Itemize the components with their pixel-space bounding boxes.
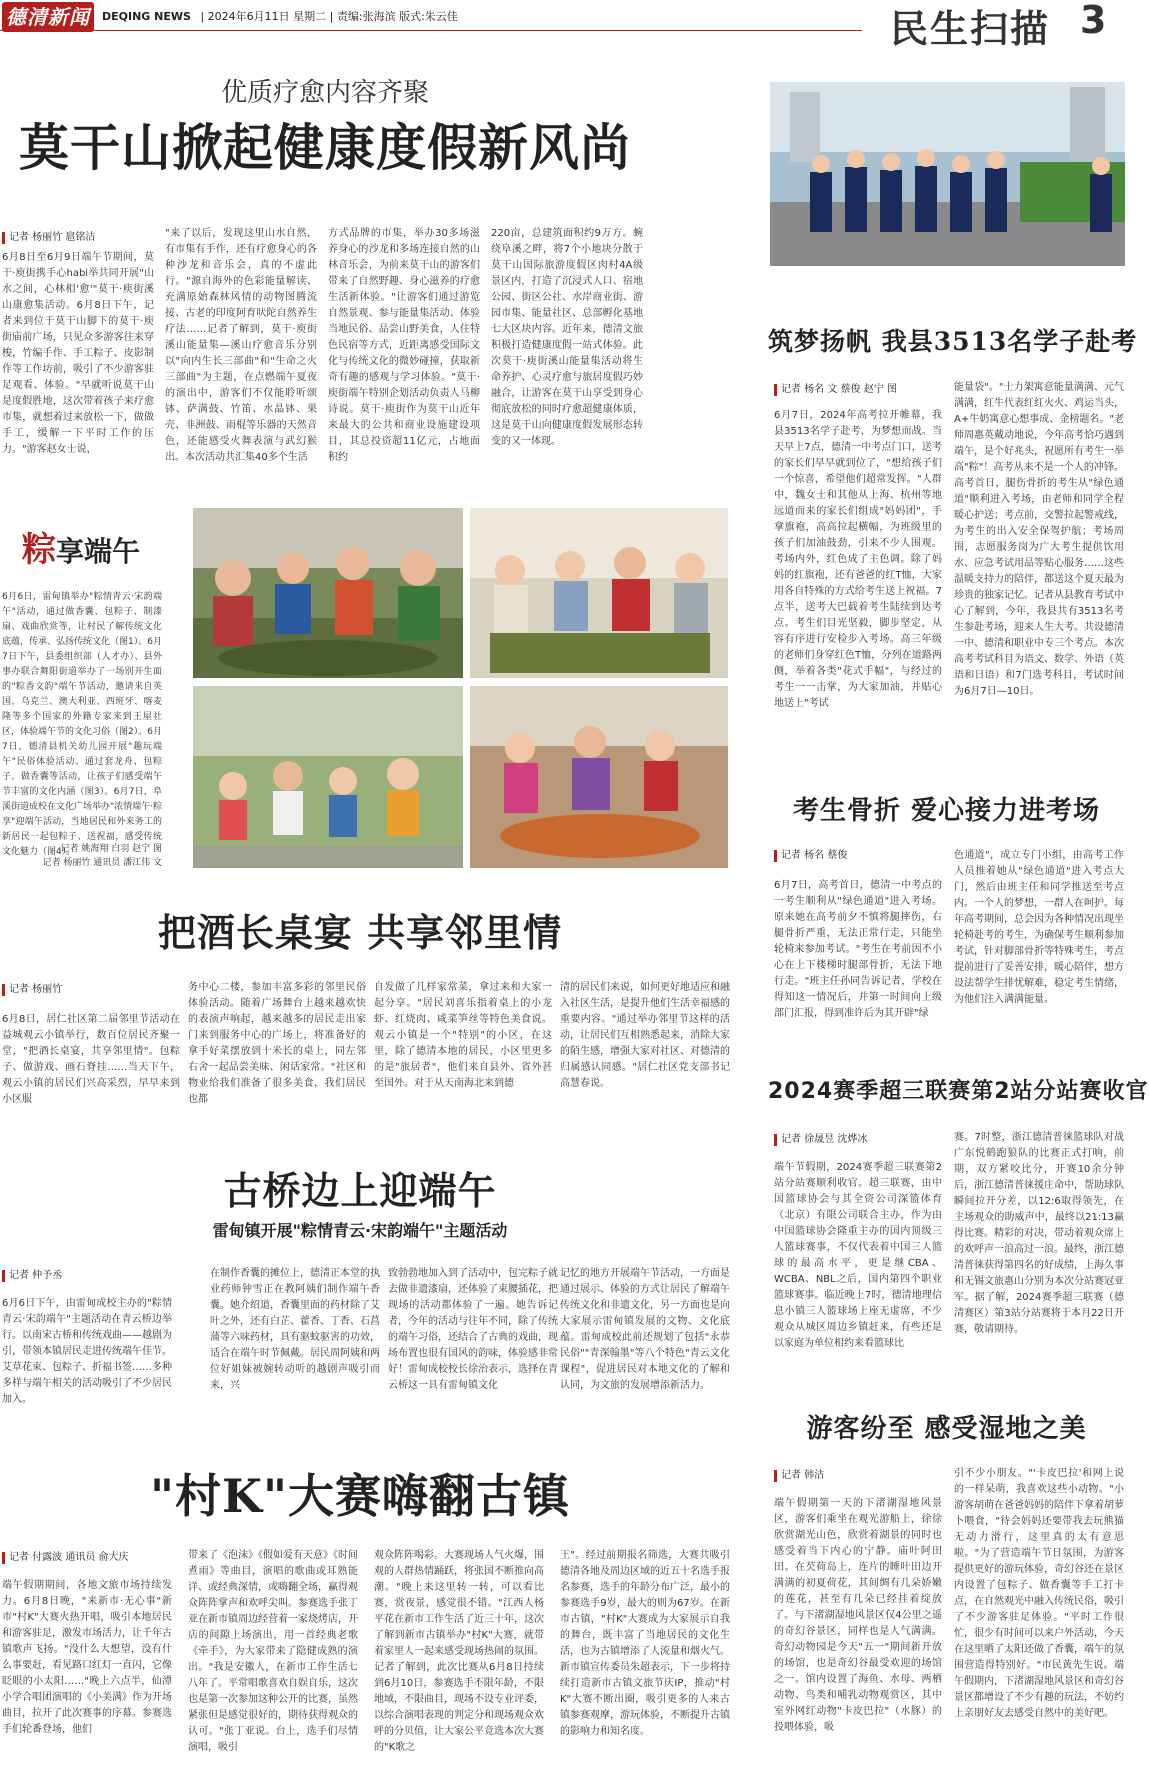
lead-column-2: "来了以后，发现这里山水自然，有市集有手作，还有疗愈身心的各种沙龙和音乐会，真的不虚此行。"源自海外的色彩能量解读、充满原始森林风情的动物图腾流接、古老的印度阿育吠陀自然养生疗法……记者了解到，莫干·庾街溪山能量集—溪山疗愈音乐分别以"向内生长三部曲"和"生命之火三部曲"为主题，在点燃端午夏夜的演出中，游客们不仅能聆听颂钵、萨满鼓、竹笛、水晶钵、果壳、非洲鼓、雨棍等乐器的天然音色，还能感受火舞表演与武幻猴出。本次活动共汇集40多个生活 — [165, 228, 317, 463]
page-number: 3 — [1080, 0, 1107, 42]
wine-column-4: 清的居民们来说，如何更好地适应和融入社区生活，是提升他们生活幸福感的重要内容。"通过举办邻里节这样的活动，让居民们互相熟悉起来，消除大家的陌生感，增强大家对社区、对德清的归属感认同感。"居仁社区党支部书记高慧春说。 — [560, 982, 730, 1089]
lead-column-3: 方式品牌的市集，举办30多场滋养身心的沙龙和多场连接自然的山林音乐会，为前来莫干山的游客们带来了自然野趣、身心滋养的疗愈生活新体验。"让游客们通过游览自然景观、参与能量集活动、体验当地民俗、品尝山野美食，人住特色民宿等方式，近距离感受国际文化与传统文化的微妙碰撞，获取新奇有趣的感观与学习体验。"莫干·庾街端午特别企划活动负责人马柳诗说。莫干·庾街作为莫干山近年来最大的公共和商业设施建设项目，其总投资超11亿元，占地面积约 — [328, 228, 480, 463]
lead-kicker: 优质疗愈内容齐聚 — [220, 78, 429, 108]
dream-headline: 筑梦扬帆 我县3513名学子赴考 — [768, 327, 1138, 356]
fracture-headline: 考生骨折 爱心接力进考场 — [792, 796, 1101, 826]
bridge-column-2: 在制作香囊的摊位上，德清正本堂的执业药师钟雪正在教阿姨们制作端午香囊。她介绍道，香囊里面的药材除了艾叶之外，还有白芷、藿香、丁香、石菖蒲等六味药材，具有驱蚊驱害的功效，适合在端午时节佩戴。居民周阿姨和两位好姐妹被婉转动听的越剧声吸引而来，兴 — [210, 1268, 380, 1391]
issue-date: 2024年6月11日 星期二 — [207, 10, 327, 23]
wine-byline: 记者 杨丽竹 — [2, 984, 62, 996]
bridge-headline: 古桥边上迎端午 — [223, 1168, 497, 1213]
photo-zongzi-4 — [470, 686, 728, 868]
duanwu-credit-photo: 记者 姚海翔 白羽 赵宁 图 — [60, 844, 162, 854]
photo-zongzi-3 — [193, 686, 463, 868]
dream-byline: 记者 杨名 文 蔡俊 赵宁 图 — [774, 384, 897, 396]
wetland-headline: 游客纷至 感受湿地之美 — [806, 1414, 1087, 1444]
bridge-column-1: 6月6日下午，由雷甸成校主办的"粽情青云·宋韵端午"主题活动在青云桥边举行。以南宋古桥和传统戏曲——越剧为引，带领本镇居民走进传统端午佳节。艾草花束、包粽子、折福书签……多种多样与端午相关的活动吸引了不少居民加入。 — [2, 1298, 172, 1405]
duanwu-title-rest: 享端午 — [56, 535, 141, 568]
wine-column-2: 务中心二楼，参加丰富多彩的邻里民俗体验活动。随着广场舞台上越来越欢快的表演声响起，越来越多的居民走出家门来到服务中心的广场上，将准备好的拿手好菜摆放到十米长的桌上，同左邻右舍一起品尝美味、闲话家常。"社区和物业给我们准备了很多美食，我们居民也都 — [188, 982, 366, 1105]
editor: 责编:张海滨 — [336, 10, 396, 23]
wetland-byline: 记者 韩洁 — [774, 1470, 824, 1482]
basketball-column-1: 端午节假期，2024赛季超三联赛第2站分站赛顺利收官。超三联赛，由中国篮球协会与其全资公司深篮体育（北京）有限公司联合主办，作为由中国篮球协会隆重主办的国内顶级三人篮球赛事，不仅代表着中国三人篮球的最高水平，更是继CBA、WCBA、NBL之后，国内第四个职业篮球赛事。临近晚上7时，德清地理信息小镇三人篮球场上座无虚席，不少观众从城区周边乡镇赶来，有些还是以家庭为单位相约来看篮球比 — [774, 1162, 942, 1349]
masthead-rule — [0, 30, 862, 31]
basketball-column-2: 赛。7时整，浙江德清普徕篮球队对战广东悦鹤跑狼队的比赛正式打响，前期，双方紧咬比分，开赛10余分钟后，浙江德清普徕援庄命中，帮助球队瞬间拉开分差，以12:6取得领先，在主场观众的助威声中，最终以21:13赢得比赛。精彩的对决，带动着观众席上的欢呼声一浪高过一浪。最终，浙江德清普徕获得第四名的好成绩，上海久事和无锡文旅惠山分别为本次分站赛冠亚军。据了解，2024赛季超三联赛（德清赛区）第3站分站赛将于本月22日开赛，敬请期待。 — [954, 1132, 1124, 1335]
bridge-column-3: 致勃勃地加入到了活动中，包完粽子就去做非遗漆扇，还体验了束腰插花，把现场的活动都体验了一遍。她告诉记者，今年的活动与往年不同，除了传统的端午习俗，还结合了古典的戏曲，现场布置也很有国风的韵味，体验感非常好！雷甸成校校长徐治表示，选择在青云桥这一具有雷甸镇文化 — [388, 1268, 558, 1391]
lead-column-4: 220亩，总建筑面积约9万方。蜿绕阜溪之畔，将7个小地块分散于莫干山国际旅游度假区肉村4A级景区内，打造了沉浸式人口、宿地公园、街区公社、水岸商业街、游园市集、能量社区、总部孵化基地七大区块内容。近年来，德清文旅积极打造健康度假一站式体验。此次莫干·庾街溪山能量集活动将生命养护、心灵疗愈与旅居度假巧妙融合，让游客在莫干山享受到身心彻底放松的同时疗愈超健康体质，这是莫干山向健康度假发展形态转变的又一体现。 — [491, 228, 643, 447]
photo-exam-students — [770, 82, 1125, 266]
wine-headline: 把酒长桌宴 共享邻里情 — [157, 910, 563, 955]
lead-headline: 莫干山掀起健康度假新风尚 — [19, 118, 631, 177]
village-byline: 记者 付露波 通讯员 俞大庆 — [2, 1552, 129, 1564]
section-title: 民生扫描 — [890, 7, 1051, 51]
photo-zongzi-2 — [470, 508, 728, 678]
dream-column-2: 能量袋"。"士力架寓意能量满满、元气满满，红牛代表红红火火、鸡运当头，A+牛奶寓意心想事成、金榜题名。"老师周惠英戴动地说，今年高考恰巧遇到端午，是个好兆头，祝愿所有考生一举高"粽"！高考从来不是一个人的冲锋。高考首日，腿伤骨折的考生从"绿色通道"顺利进入考场，由老师和同学全程暖心护送；考点前，交警拉起警戒线，为考生的出入安全保驾护航；考场周围，志愿服务岗为广大考生提供饮用水、应急考试用品等贴心服务……这些温暖支持力的陪伴，都送这个夏天最为珍贵的独家记忆。记者从县教育考试中心了解到，今年，我县共有3513名考生参赴考场，迎来人生大考。共设德清一中、德清和职业中专三个考点。本次高考考试科目为语文、数学、外语（英语和日语）和7门选考科目，考试时间为6月7日—10日。 — [954, 382, 1124, 697]
lead-column-1: 6月8日至6月9日端午节期间，莫干·庾街携手心habi举共同开展"山水之间，心林相'愈'"莫干·庾街溪山康愈集活动。6月8日下午，记者来到位于莫干山脚下的莫干·庾街庙前广场，只见众多游客往来穿梭，竹编手作、手工粽子、皮影制作等工作坊前，吸引了不少游客驻足观看、体验。"早就听说莫干山是度假胜地，这次带着孩子来疗愈市集，就想着过来放松一下，做做手工，缓解一下平时工作的压力。"游客赵女士说， — [2, 252, 154, 455]
fracture-column-1: 6月7日，高考首日，德清一中考点的一考生顺利从"绿色通道"进入考场。原来她在高考前夕不慎将腿摔伤，右腿骨折严重，无法正常行走，只能坐轮椅来参加考试。"考生在考前因不小心在上下楼梯时腿部骨折，无法下地行走。"班主任孙同告诉记者，学校在得知这一情况后，并第一时间向上级部门汇报，得到准许后为其开辟"绿 — [774, 880, 942, 1019]
fracture-byline: 记者 杨名 蔡俊 — [774, 850, 847, 862]
duanwu-text: 6月6日，雷甸镇举办"粽情青云·宋韵端午"活动，通过做香囊、包粽子、制漆扇、戏曲欣赏等，让村民了解传统文化底蕴，传承、弘扬传统文化（图1）。6月7日下午，县委组织部（人才办）、县外事办联合舞阳街道举办了一场别开生面的"粽香文韵"端午节活动，邀请来自英国、乌克兰、澳大利亚、西班牙、喀麦隆等多个国家的外籍专家来到王屋社区，体验端午节的文化习俗（图2）。6月7日，德清县机关幼儿园开展"趣玩端午"民俗体验活动。通过套龙舟、包粽子、做香囊等活动，让孩子们感受端午节丰富的文化内涵（图3）。6月7日，阜溪街道成校在文化广场举办"浓情端午·粽享"迎端午活动，当地居民和外来务工的新居民一起包粽子、送祝福，感受传统文化魅力（图4）。 — [2, 592, 163, 857]
bridge-subhead: 雷甸镇开展"粽情青云·宋韵端午"主题活动 — [212, 1221, 508, 1240]
paper-name: DEQING NEWS — [102, 10, 191, 23]
wine-column-3: 自发做了几样家常菜，拿过来和大家一起分享。"居民刘喜乐指着桌上的小龙虾、红烧肉、咸菜笋丝等特色美食说。观云小镇是一个"特别"的小区，在这里，除了德清本地的居民，小区里更多的是"旅居者"，他们来自县外、省外甚至国外。对于从天南海北来到德 — [374, 982, 552, 1089]
duanwu-credit-text: 记者 杨丽竹 通讯员 潘江伟 文 — [42, 858, 162, 868]
newspaper-logo: 德清新闻 — [2, 2, 94, 32]
wine-column-1: 6月8日，居仁社区第二届邻里节活动在益城观云小镇举行，数百位居民齐聚一堂，"把酒长桌宴，共享邻里情"。包粽子、做游戏、画石脊挂……当天下午，观云小镇的居民们兴高采烈，早早来到小区服 — [2, 1014, 180, 1105]
village-column-1: 端午假期期间，各地文旅市场持续发力。6月8日晚，"来新市·无心事"新市"村K"大赛火热开唱，吸引本地居民和游客驻足，激发市场活力，让千年古镇歌声飞扬。"没什么大想望，没有什么事要赶，看见路口红灯一直闪，它像眨眼的小太阳……"晚上六点半，仙潭小学合唱团演唱的《小美满》作为开场曲目，拉开了此次赛事的序幕。参赛选手们轮番登场，他们 — [2, 1580, 172, 1735]
wetland-column-2: 引不少小朋友。"'卡皮巴拉'和网上说的一样呆萌，我喜欢这些小动物。"小游客胡萌在爸爸妈妈的陪伴下拿着胡萝卜喂食，"待会妈妈还要带我去玩熊猫无动力滑行，这里真的太有意思啦。"为了营造端午节日氛围，为游客提供更好的游玩体验，奇幻谷还在景区内设置了包粽子、做香囊等手工打卡点，在自然观光中融入传统民俗，吸引了不少游客驻足体验。"平时工作很忙，很少有时间可以来户外活动，今天在这里晒了太阳还做了香囊，端午的氛围营造得特别好。"市民黄先生说。端午假期内，下渚湖湿地风景区和奇幻谷景区都增设了不少有趣的玩法，不妨约上亲朋好友去感受自然中的美好吧。 — [954, 1468, 1124, 1719]
duanwu-title — [22, 522, 140, 571]
village-column-3: 观众阵阵喝彩。大赛现场人气火爆，围观的人群热情踊跃，将张国不断推向高潮。"晚上来这里转一转，可以看比赛，赏夜景，感觉很不错。"江西人杨平花在新市工作生活了近三十年，这次了解到新市古镇举办"村K"大赛，就带着家里人一起来感受现场热闹的氛围。记者了解到，此次比赛从6月8日持续到6月10日，参赛选手不限年龄，不限地域，不限曲目，现场不设专业评委，以综合演唱表现的判定分和现场观众欢呼的分贝值，让大家公平竞选本次大赛的"K歌之 — [374, 1550, 544, 1753]
dream-column-1: 6月7日，2024年高考拉开帷幕，我县3513名学子赴考，为梦想而战。当天早上7点，德清一中考点门口，送考的家长们早早就到位了，"想给孩子们一个惊喜，希望他们超常发挥。"人群中，魏女士和其他从上海、杭州等地远道而来的家长们组成"妈妈团"，手拿旗袍，高高拉起横幅，为班级里的孩子们加油鼓劲，引来不少人围观。考场内外，红色成了主色调。除了妈妈的红旗袍，还有爸爸的红T恤，大家用各自特殊的方式给考生送上祝福。7点半，送考大巴载着考生陆续到达考点。考生们目光坚毅，脚步坚定，从容有序进行安检步入考场。高三年级的老师们身穿红色T恤，分列在道路两侧，举着各类"花式手幅"，与经过的考生一一击掌，为大家加油，并贴心地送上"考试 — [774, 410, 942, 709]
bridge-byline: 记者 仲予丞 — [2, 1270, 62, 1282]
village-column-4: 王"。经过前期报名筛选，大赛共吸引德清各地及周边区域的近五十名选手报名参赛，选手的年龄分布广泛，最小的参赛选手9岁，最大的则为67岁。在新市古镇，"村K"大赛成为大家展示自我的舞台，既丰富了当地居民的文化生活，也为古镇增添了人流量和烟火气。新市镇宣传委员朱超表示，下一步将持续打造新市古镇文旅节庆IP，推动"村K"大赛不断出圈，吸引更多的人来古镇参赛观摩，游玩体验，不断提升古镇的影响力和知名度。 — [560, 1550, 730, 1737]
lead-byline: 记者 杨丽竹 扈铭洁 — [2, 232, 95, 244]
village-column-2: 带来了《泡沫》《假如爱有天意》《时间煮雨》等曲目，演唱的歌曲或耳熟能详、或经典深情，或嗨翻全场，赢得观众阵阵掌声和欢呼尖叫。参赛选手张丁亚在新市镇周边经营着一家烧烤店，开店的间隙上场演出，用一首经典老歌《牵手》，为大家带来了隐健成熟的演出。"我是安徽人，在新市工作生活七八年了。平常唱歌喜欢自娱自乐，这次也是第一次参加这种公开的比赛，虽然紧张但是感觉很好的，期待获得观众的认可。"张丁亚说。台上，选手们尽情演唱，吸引 — [188, 1550, 358, 1753]
photo-zongzi-1 — [193, 508, 463, 678]
bridge-column-4: 记忆的地方开展端午节活动，一方面是通过展示、体验的方式让居民了解端午传统文化和非遗文化，另一方面也是向大家展示雷甸镇发展的文物、文化底蕴。雷甸成校此前还规划了包括"永恭民俗""青深翰墨"等八个特色"青云文化课程"，促进居民对本地文化的了解和认同，为文旅的发展增添新活力。 — [560, 1268, 730, 1391]
village-headline: "村K"大赛嗨翻古镇 — [150, 1469, 570, 1523]
masthead-info: DEQING NEWS | 2024年6月11日 星期二 | 责编:张海滨 版式:朱云佳 — [102, 10, 458, 23]
duanwu-title-char: 粽 — [22, 530, 56, 570]
fracture-column-2: 色通道"，成立专门小组，由高考工作人员推着她从"绿色通道"进入考点大门，然后由班主任和同学推送至考点内。一个人的梦想，一群人在呵护。每年高考期间，总会因为各种情况出现坐轮椅赴考的考生，为确保考生顺利参加考试，针对脚部骨折等特殊考生，考点提前进行了妥善安排，暖心陪伴，想方设法帮学生排忧解难，稳定考生情绪，为他们注入满满能量。 — [954, 850, 1124, 1005]
wetland-column-1: 端午假期第一天的下渚湖湿地风景区，游客们乘坐在观光游船上，徐徐欣赏湖光山色，欣赏着湖景的同时也感受着当下内心的宁静。庙叶阿田田。在芡荷岛上，连片的睡叶田边开满满的初夏荷花，其间绸有几朵娇嫩的莲花，甚至有几朵已经挂着绽放了。与下渚湖湿地风景区仅4公里之遥的奇幻谷景区，同样也是人气满满。奇幻动物园是今天"五一"期间新开放的场馆，也是奇幻谷最受欢迎的场馆之一。馆内设置了海鱼、水母、两栖动物、鸟类和哺乳动物观赏区，其中室外网红动物"卡皮巴拉"（水豚）的投喂体验，吸 — [774, 1498, 942, 1733]
layout-editor: 版式:朱云佳 — [399, 10, 458, 23]
basketball-headline: 2024赛季超三联赛第2站分站赛收官 — [768, 1079, 1149, 1104]
basketball-byline: 记者 徐晟昱 沈烨冰 — [774, 1134, 867, 1146]
